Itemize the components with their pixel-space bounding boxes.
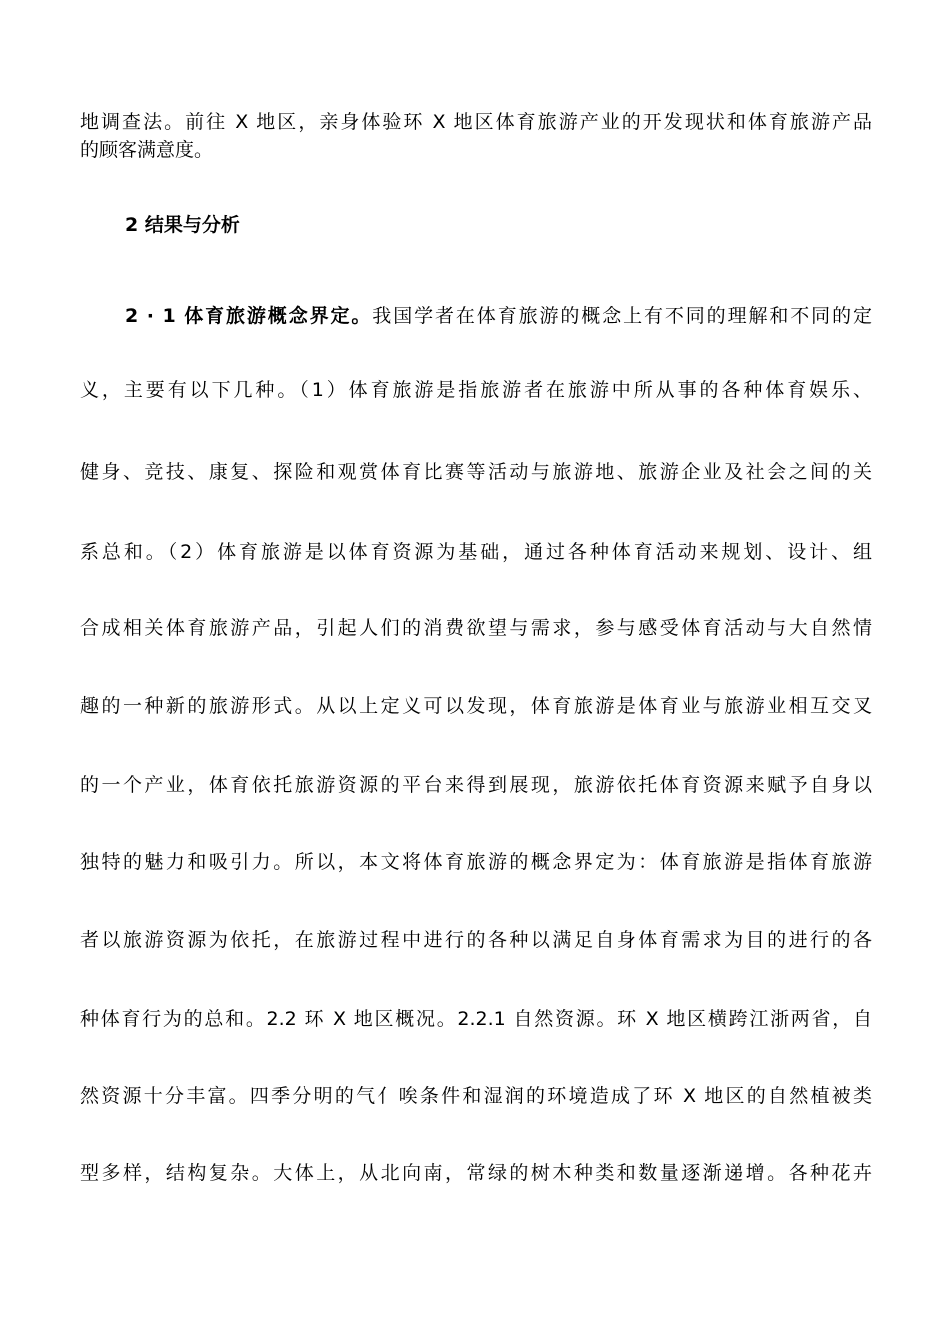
paragraph-line: 型多样，结构复杂。大体上，从北向南，常绿的树木种类和数量逐渐递增。各种花卉 — [80, 1162, 872, 1184]
paragraph-first-line — [125, 304, 872, 328]
paragraph-line: 健身、竞技、康复、探险和观赏体育比赛等活动与旅游地、旅游企业及社会之间的关 — [80, 461, 872, 483]
subsection-title: 2 · 1 体育旅游概念界定。 — [125, 305, 373, 327]
paragraph-line: 趣的一种新的旅游形式。从以上定义可以发现，体育旅游是体育业与旅游业相互交叉 — [80, 695, 872, 717]
paragraph-line: 系总和。（2）体育旅游是以体育资源为基础，通过各种体育活动来规划、设计、组 — [80, 541, 872, 563]
paragraph-line: 独特的魅力和吸引力。所以，本文将体育旅游的概念界定为：体育旅游是指体育旅游 — [80, 851, 872, 873]
intro-line-2: 的顾客满意度。 — [80, 139, 214, 161]
paragraph-line: 的一个产业，体育依托旅游资源的平台来得到展现，旅游依托体育资源来赋予自身以 — [80, 774, 872, 796]
paragraph-line: 然资源十分丰富。四季分明的气亻唉条件和湿润的环境造成了环 X 地区的自然植被类 — [80, 1085, 872, 1107]
paragraph-first-line-text: 我国学者在体育旅游的概念上有不同的理解和不同的定 — [372, 305, 872, 327]
paragraph-line: 者以旅游资源为依托，在旅游过程中进行的各种以满足自身体育需求为目的进行的各 — [80, 929, 872, 951]
paragraph-line: 种体育行为的总和。2.2 环 X 地区概况。2.2.1 自然资源。环 X 地区横跨江浙两省，自 — [80, 1008, 872, 1030]
intro-line-1: 地调查法。前往 X 地区，亲身体验环 X 地区体育旅游产业的开发现状和体育旅游产品 — [80, 111, 872, 133]
section-heading: 2 结果与分析 — [125, 214, 240, 236]
paragraph-line: 义，主要有以下几种。（1）体育旅游是指旅游者在旅游中所从事的各种体育娱乐、 — [80, 379, 872, 401]
paragraph-line: 合成相关体育旅游产品，引起人们的消费欲望与需求，参与感受体育活动与大自然情 — [80, 617, 872, 639]
